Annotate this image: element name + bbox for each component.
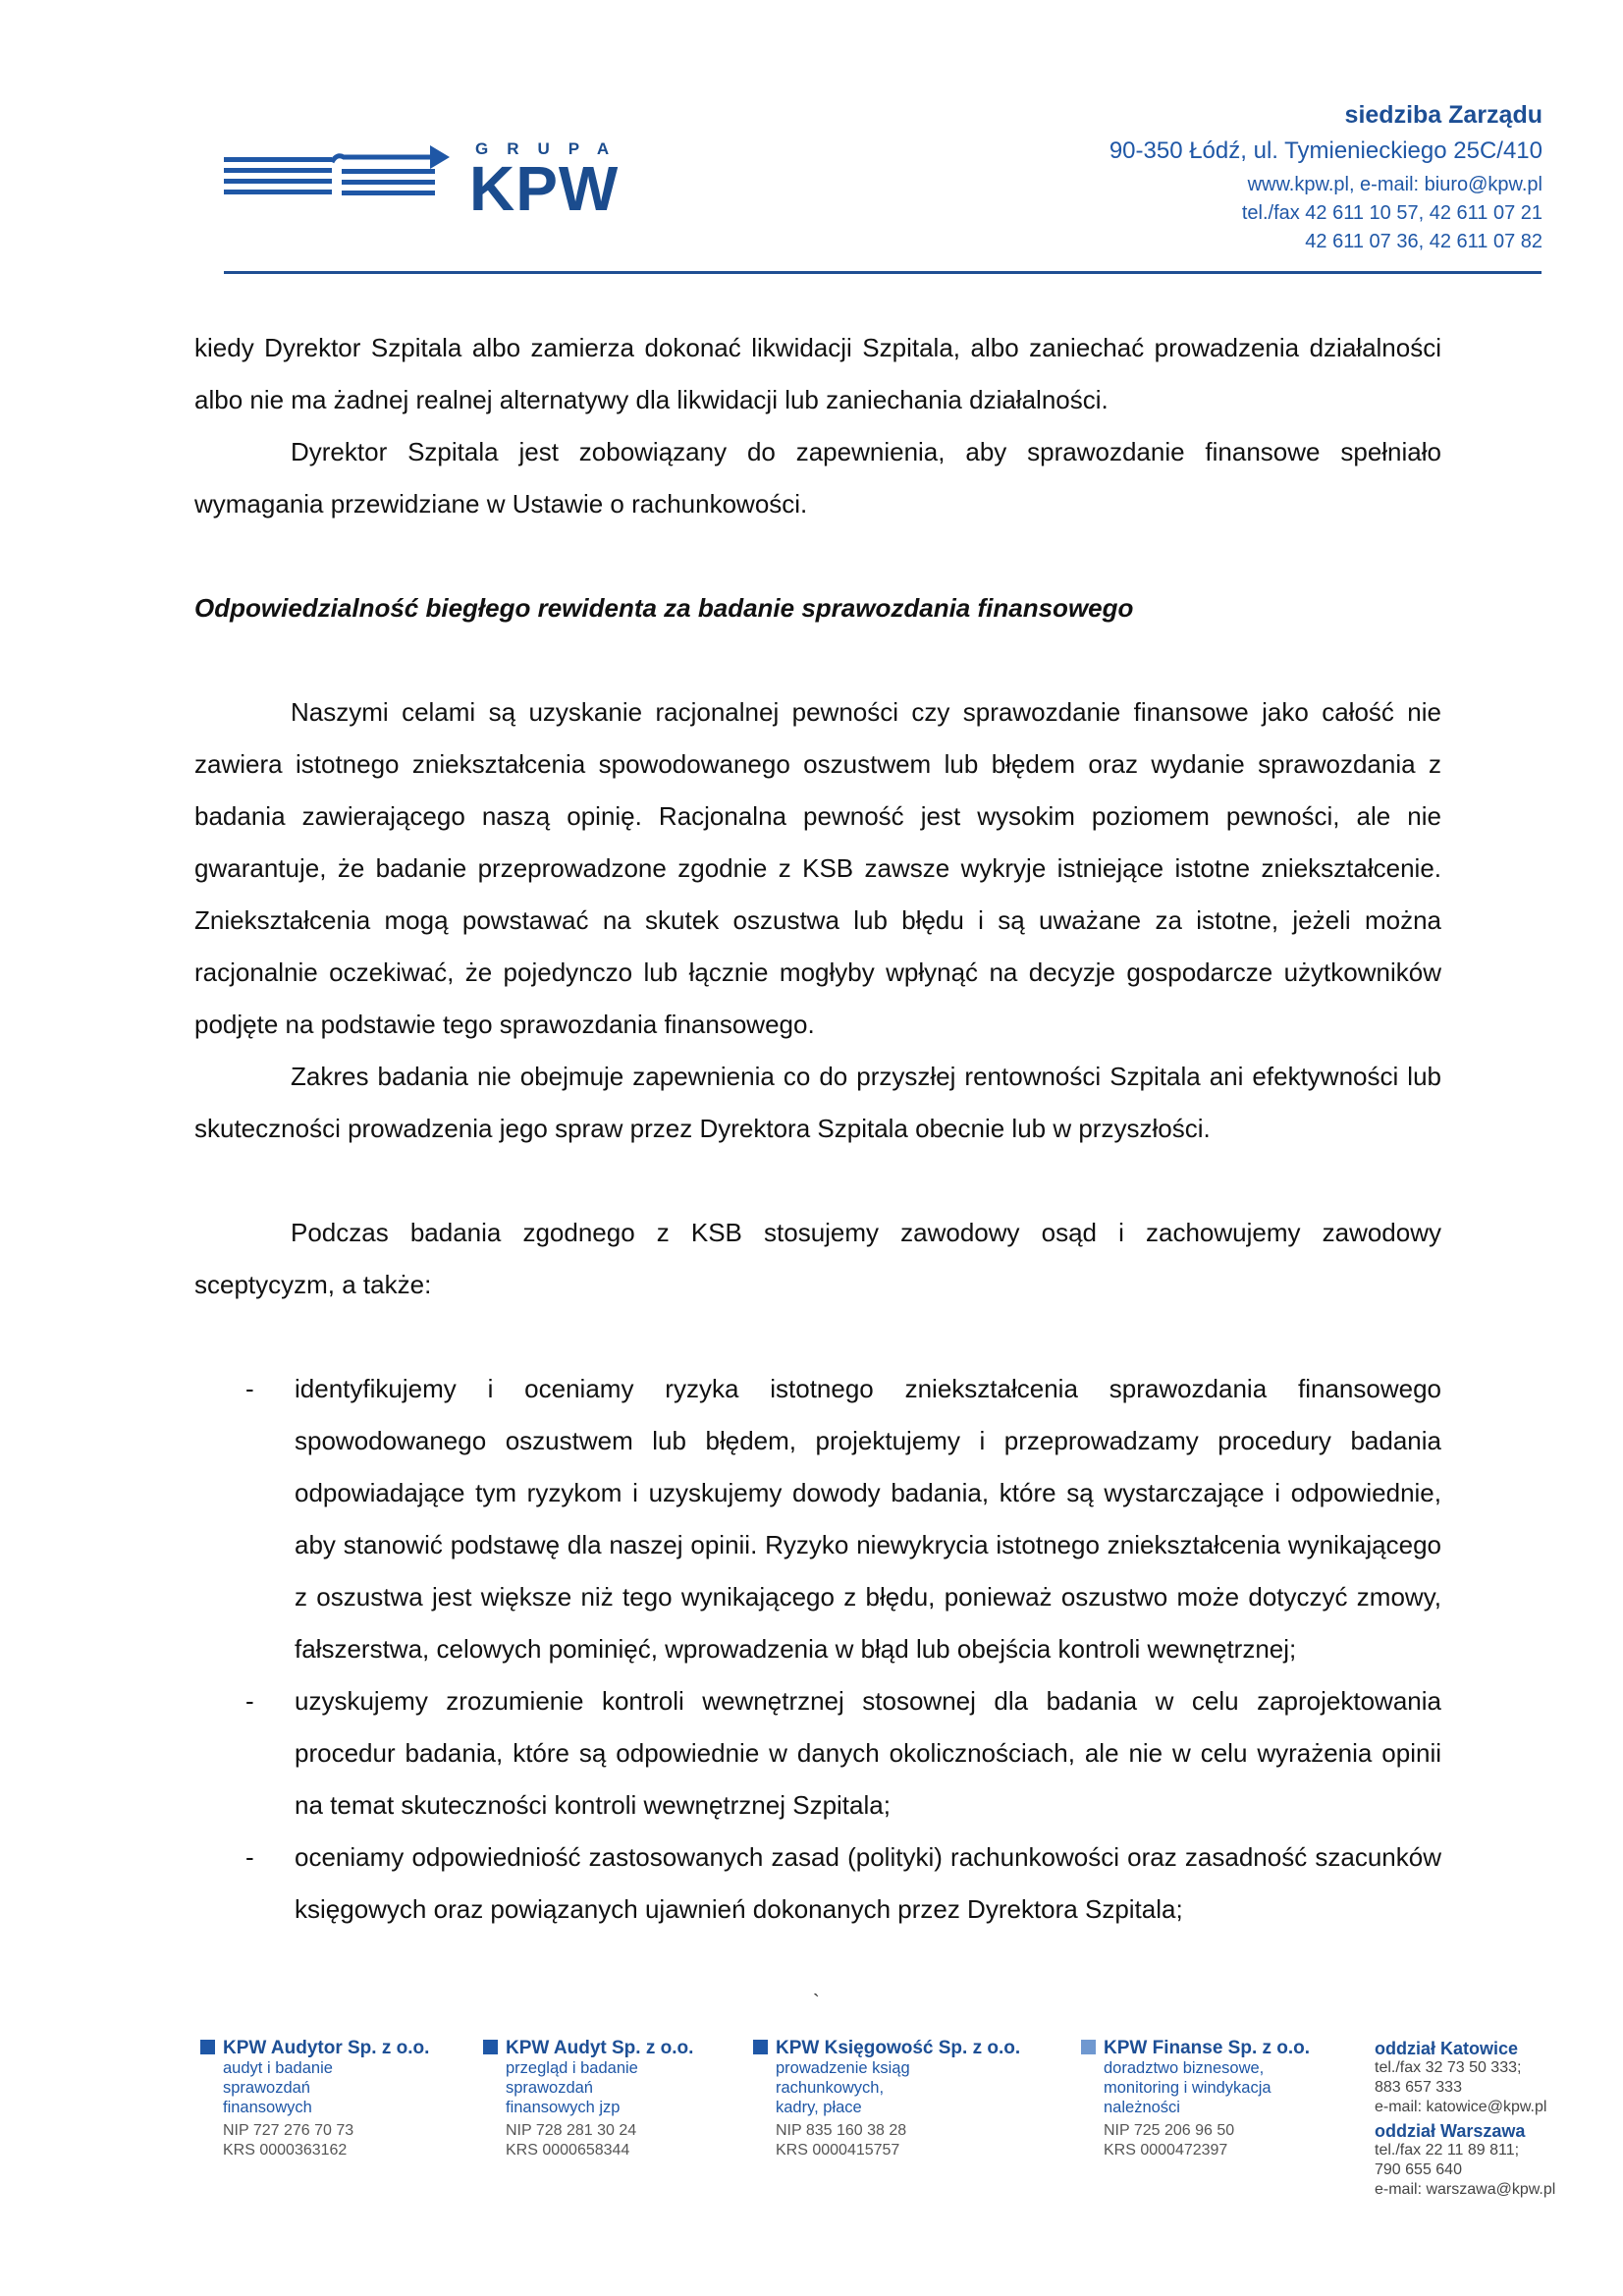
company-desc-2: sprawozdań xyxy=(506,2079,593,2097)
paragraph-2: Dyrektor Szpitala jest zobowiązany do zapewnienia, aby sprawozdanie finansowe spełniało wymagania przewidziane w Ustawie o rachunkowości. xyxy=(194,437,1441,519)
company-krs: KRS 0000472397 xyxy=(1104,2142,1228,2159)
hq-address: 90-350 Łódź, ul. Tymienieckiego 25C/410 xyxy=(1109,137,1542,164)
list-item xyxy=(194,1831,1441,1936)
company-desc-3: finansowych xyxy=(223,2099,312,2116)
branch-warszawa-tel: tel./fax 22 11 89 811; xyxy=(1375,2142,1520,2159)
list-dash: - xyxy=(245,1842,254,1872)
square-bullet-icon xyxy=(1081,2040,1096,2054)
footer-branch-offices xyxy=(1375,2039,1555,2200)
list-item xyxy=(194,1363,1441,1675)
branch-warszawa-title: oddział Warszawa xyxy=(1375,2121,1526,2141)
branch-katowice-tel: tel./fax 32 73 50 333; xyxy=(1375,2059,1522,2076)
hq-phone-1: tel./fax 42 611 10 57, 42 611 07 21 xyxy=(1241,202,1542,224)
list-item xyxy=(194,1675,1441,1831)
section-heading: Odpowiedzialność biegłego rewidenta za badanie sprawozdania finansowego xyxy=(194,593,1134,623)
paragraph-5: Podczas badania zgodnego z KSB stosujemy zawodowy osąd i zachowujemy zawodowy sceptycyzm, a także: xyxy=(194,1218,1441,1299)
hq-web-email: www.kpw.pl, e-mail: biuro@kpw.pl xyxy=(1247,174,1542,195)
company-desc-1: prowadzenie ksiąg xyxy=(776,2059,910,2077)
company-krs: KRS 0000363162 xyxy=(223,2142,348,2159)
square-bullet-icon xyxy=(200,2040,215,2054)
company-desc-1: audyt i badanie xyxy=(223,2059,333,2077)
company-desc-1: doradztwo biznesowe, xyxy=(1104,2059,1265,2077)
list-item-text: identyfikujemy i oceniamy ryzyka istotnego zniekształcenia sprawozdania finansowego spowodowanego oszustwem lub błędem, projektujemy i przeprowadzamy procedury badania odpowiadające tym ryzykom i uzyskujemy dowody badania, które są wystarczające i odpowiednie, aby stanowić podstawę dla naszej opinii. Ryzyko niewykrycia istotnego zniekształcenia wynikającego z oszustwa jest większe niż tego wynikającego z błędu, ponieważ oszustwo może dotyczyć zmowy, fałszerstwa, celowych pominięć, wprowadzenia w błąd lub obejścia kontroli wewnętrznej; xyxy=(295,1374,1441,1664)
paragraph-1: kiedy Dyrektor Szpitala albo zamierza dokonać likwidacji Szpitala, albo zaniechać prowadzenia działalności albo nie ma żadnej realnej alternatywy dla likwidacji lub zaniechania działalności. xyxy=(194,333,1441,414)
list-dash: - xyxy=(245,1686,254,1716)
header-divider xyxy=(224,271,1542,274)
paragraph-4: Zakres badania nie obejmuje zapewnienia co do przyszłej rentowności Szpitala ani efektywności lub skuteczności prowadzenia jego spraw przez Dyrektora Szpitala obecnie lub w przyszłości. xyxy=(194,1062,1441,1143)
branch-katowice-mobile: 883 657 333 xyxy=(1375,2079,1462,2096)
company-nip: NIP 835 160 38 28 xyxy=(776,2122,907,2139)
footer-company-kpw-ksiegowosc xyxy=(753,2039,1020,2160)
list-item-text: oceniamy odpowiedniość zastosowanych zasad (polityki) rachunkowości oraz zasadność szacunków księgowych oraz powiązanych ujawnień dokonanych przez Dyrektora Szpitala; xyxy=(295,1842,1441,1924)
footer-company-kpw-audyt xyxy=(483,2039,693,2160)
company-name: KPW Finanse Sp. z o.o. xyxy=(1104,2038,1311,2058)
footer-company-kpw-audytor xyxy=(200,2039,429,2160)
hq-title: siedziba Zarządu xyxy=(1344,101,1542,129)
branch-warszawa-mobile: 790 655 640 xyxy=(1375,2161,1462,2178)
company-nip: NIP 725 206 96 50 xyxy=(1104,2122,1235,2139)
company-desc-2: monitoring i windykacja xyxy=(1104,2079,1271,2097)
company-desc-3: kadry, płace xyxy=(776,2099,862,2116)
branch-warszawa-email: e-mail: warszawa@kpw.pl xyxy=(1375,2181,1556,2198)
document-body xyxy=(194,322,1441,1936)
company-nip: NIP 728 281 30 24 xyxy=(506,2122,637,2139)
company-desc-2: rachunkowych, xyxy=(776,2079,885,2097)
company-krs: KRS 0000658344 xyxy=(506,2142,630,2159)
company-nip: NIP 727 276 70 73 xyxy=(223,2122,354,2139)
paragraph-3: Naszymi celami są uzyskanie racjonalnej pewności czy sprawozdanie finansowe jako całość nie zawiera istotnego zniekształcenia spowodowanego oszustwem lub błędem oraz wydanie sprawozdania z badania zawierającego naszą opinię. Racjonalna pewność jest wysokim poziomem pewności, ale nie gwarantuje, że badanie przeprowadzone zgodnie z KSB zawsze wykryje istniejące istotne zniekształcenie. Zniekształcenia mogą powstawać na skutek oszustwa lub błędu i są uważane za istotne, jeżeli można racjonalnie oczekiwać, że pojedynczo lub łącznie mogłyby wpłynąć na decyzje gospodarcze użytkowników podjęte na podstawie tego sprawozdania finansowego. xyxy=(194,697,1441,1039)
company-krs: KRS 0000415757 xyxy=(776,2142,900,2159)
company-desc-1: przegląd i badanie xyxy=(506,2059,638,2077)
hq-phone-2: 42 611 07 36, 42 611 07 82 xyxy=(1305,231,1542,252)
company-name: KPW Audytor Sp. z o.o. xyxy=(223,2038,430,2058)
square-bullet-icon xyxy=(483,2040,498,2054)
procedures-list xyxy=(194,1363,1441,1936)
logo-kpw-text: KPW xyxy=(469,153,620,224)
company-desc-3: finansowych jzp xyxy=(506,2099,621,2116)
list-item-text: uzyskujemy zrozumienie kontroli wewnętrznej stosownej dla badania w celu zaprojektowania procedur badania, które są odpowiednie w danych okolicznościach, ale nie w celu wyrażenia opinii na temat skuteczności kontroli wewnętrznej Szpitala; xyxy=(295,1686,1441,1820)
company-name: KPW Księgowość Sp. z o.o. xyxy=(776,2038,1021,2058)
square-bullet-icon xyxy=(753,2040,768,2054)
stray-mark: ` xyxy=(813,1992,820,2013)
company-desc-3: należności xyxy=(1104,2099,1180,2116)
footer-company-kpw-finanse xyxy=(1081,2039,1310,2160)
list-dash: - xyxy=(245,1374,254,1403)
branch-katowice-title: oddział Katowice xyxy=(1375,2039,1519,2058)
branch-katowice-email: e-mail: katowice@kpw.pl xyxy=(1375,2099,1547,2115)
company-desc-2: sprawozdań xyxy=(223,2079,310,2097)
company-name: KPW Audyt Sp. z o.o. xyxy=(506,2038,694,2058)
logo-grupa-text: GRUPA xyxy=(475,139,628,158)
headquarters-info xyxy=(1109,98,1542,256)
